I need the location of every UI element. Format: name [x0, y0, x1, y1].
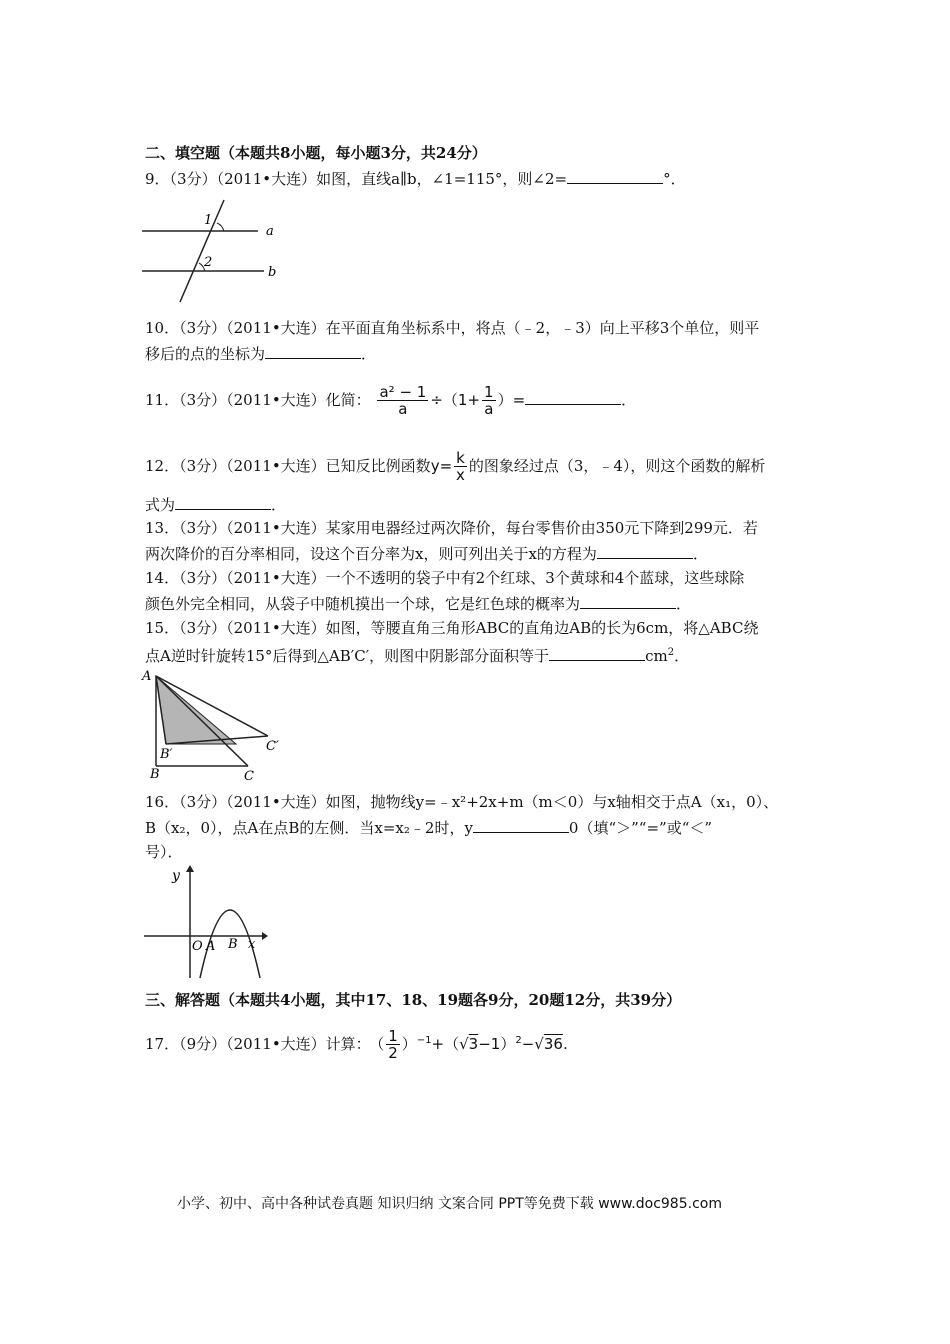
question-12-line2: [145, 494, 286, 515]
q14-tail: ．: [676, 595, 692, 613]
q11-source: （2011•大连）: [226, 391, 326, 409]
question-17: 17．（9分）（2011•大连）计算： （ $\frac{1}{2}$ ）$^{-1}+(√3-1)^2-√36$.: [145, 1027, 568, 1062]
q15-number: 15．: [145, 619, 180, 637]
q11-divide: ÷: [430, 391, 443, 409]
q12-fraction: [454, 450, 467, 483]
q11-number: 11．: [145, 391, 180, 409]
q12-score: （3分）: [179, 457, 227, 475]
section-3-title: 三、解答题（本题共4小题，其中17、18、19题各9分，20题12分，共39分）: [145, 991, 682, 1009]
q13-score: （3分）: [179, 519, 227, 537]
q16-line2: B（x₂，0），点A在点B的左侧．当x=x₂﹣2时，y: [145, 819, 473, 837]
angle-1-arc: [217, 223, 224, 231]
q17-text: 计算：: [325, 1035, 371, 1053]
vertex-C-prime-label: C′: [266, 739, 279, 754]
q11-answer-blank: [525, 389, 621, 405]
q11-frac2-numerator: 1: [484, 383, 494, 401]
question-9: [145, 168, 686, 189]
q17-sqrt36: √36: [534, 1035, 563, 1053]
q9-score: （3分）: [169, 170, 217, 188]
x-axis-label: x: [248, 937, 256, 952]
q9-number: 9．: [145, 170, 170, 188]
vertex-B-label: B: [150, 767, 160, 782]
transversal: [180, 200, 224, 302]
q15-unit-sup: 2: [667, 647, 675, 658]
point-B-label: B: [228, 937, 238, 952]
q17-exponent-1: −1: [416, 1035, 432, 1046]
question-15: [145, 618, 758, 638]
q14-number: 14．: [145, 569, 180, 587]
q11-fraction-2: [482, 384, 496, 417]
q17-source: （2011•大连）: [226, 1035, 326, 1053]
question-16: [145, 792, 778, 812]
q17-sqrt36-radicand: 36: [543, 1035, 563, 1053]
q16-line1: 如图，抛物线y=﹣x²+2x+m（m＜0）与x轴相交于点A（x₁，0）、: [325, 793, 779, 811]
q14-score: （3分）: [179, 569, 227, 587]
q10-tail: ．: [361, 345, 377, 363]
q12-text1: 已知反比例函数: [325, 457, 431, 475]
question-12: [145, 450, 765, 483]
vertex-A-label: A: [142, 669, 152, 684]
q11-frac1-denominator: a: [398, 400, 408, 418]
question-16-line2: [145, 817, 712, 838]
q9-tail: °．: [663, 170, 686, 188]
q14-source: （2011•大连）: [226, 569, 326, 587]
q9-text: 如图，直线a∥b，∠1=115°，则∠2=: [316, 170, 568, 188]
q9-answer-blank: [567, 168, 663, 184]
q17-number: 17．: [145, 1035, 180, 1053]
q16-number: 16．: [145, 793, 180, 811]
q10-score: （3分）: [179, 319, 227, 337]
q11-fraction-1: [377, 384, 428, 417]
question-10: [145, 318, 759, 338]
question-14-line2: [145, 593, 691, 614]
q11-score: （3分）: [179, 391, 227, 409]
q12-answer-blank: [175, 494, 271, 510]
y-axis-arrow: [186, 865, 194, 872]
shaded-region: [156, 676, 236, 744]
q12-text2: 的图象经过点（3，﹣4），则这个函数的解析: [468, 457, 766, 475]
q15-line2: 点A逆时针旋转15°后得到△AB′C′，则图中阴影部分面积等于: [145, 647, 550, 665]
angle-1-label: 1: [204, 213, 213, 228]
q17-minus: −: [521, 1035, 535, 1053]
q13-line2: 两次降价的百分率相同，设这个百分率为x，则可列出关于x的方程为: [145, 545, 597, 563]
q13-source: （2011•大连）: [226, 519, 326, 537]
question-14: [145, 568, 744, 588]
q13-answer-blank: [597, 543, 693, 559]
q17-frac-numerator: 1: [388, 1027, 398, 1045]
q17-fraction: [386, 1028, 400, 1061]
q15-answer-blank: [549, 645, 645, 661]
q17-sqrt3: √3: [459, 1035, 479, 1053]
q12-number: 12．: [145, 457, 180, 475]
y-axis-label: y: [172, 868, 180, 884]
question-13-line2: [145, 543, 708, 564]
q12-func-y: y=: [430, 457, 453, 475]
question-16-line3: 号）．: [145, 843, 183, 861]
q11-frac2-denominator: a: [484, 400, 494, 418]
q13-tail: ．: [692, 545, 708, 563]
vertex-C-label: C: [244, 769, 254, 784]
vertex-B-prime-label: B′: [160, 747, 173, 762]
q15-unit: cm: [645, 647, 668, 665]
q9-source: （2011•大连）: [216, 170, 317, 188]
q13-line1: 某家用电器经过两次降价，每台零售价由350元下降到299元．若: [325, 519, 758, 537]
q11-text: 化简：: [325, 391, 371, 409]
q14-line1: 一个不透明的袋子中有2个红球、3个黄球和4个蓝球，这些球除: [325, 569, 745, 587]
question-10-line2: [145, 343, 376, 364]
q14-answer-blank: [580, 593, 676, 609]
x-axis-arrow: [262, 932, 268, 940]
page-footer: 小学、初中、高中各种试卷真题 知识归纳 文案合同 PPT等免费下载 www.doc985.com: [177, 1196, 722, 1212]
q17-plus: +（: [431, 1035, 460, 1053]
q10-line1: 在平面直角坐标系中，将点（﹣2，﹣3）向上平移3个单位，则平: [325, 319, 760, 337]
q12-frac-numerator: k: [456, 449, 465, 467]
q12-tail: ．: [271, 496, 287, 514]
line-b-label: b: [268, 265, 277, 280]
q16-source: （2011•大连）: [226, 793, 326, 811]
q17-exponent-2: 2: [515, 1035, 522, 1046]
q9-parallel-lines-figure: [140, 198, 290, 304]
q10-answer-blank: [265, 343, 361, 359]
q15-source: （2011•大连）: [226, 619, 326, 637]
q11-paren-open: （1+: [442, 391, 481, 409]
q17-frac-denominator: 2: [388, 1044, 398, 1062]
q15-tail: ．: [674, 647, 690, 665]
question-13: [145, 518, 758, 538]
q11-frac1-numerator: a² − 1: [379, 383, 427, 401]
q15-score: （3分）: [179, 619, 227, 637]
q17-sqrt3-radicand: 3: [468, 1035, 479, 1053]
angle-2-label: 2: [204, 255, 213, 270]
q17-score: （9分）: [179, 1035, 227, 1053]
q11-tail: ．: [621, 391, 637, 409]
q10-number: 10．: [145, 319, 180, 337]
q10-source: （2011•大连）: [226, 319, 326, 337]
q11-paren-close: ）: [497, 391, 513, 409]
line-a-label: a: [266, 224, 274, 239]
point-A-label: A: [206, 939, 216, 954]
section-2-title: 二、填空题（本题共8小题，每小题3分，共24分）: [145, 144, 487, 162]
q16-score: （3分）: [179, 793, 227, 811]
q15-triangle-figure: [140, 668, 300, 784]
q13-number: 13．: [145, 519, 180, 537]
q10-line2: 移后的点的坐标为: [145, 345, 266, 363]
origin-label: O: [192, 939, 203, 954]
q12-frac-denominator: x: [456, 466, 465, 484]
q17-tail: .: [562, 1035, 568, 1053]
q16-answer-blank: [473, 817, 569, 833]
q12-source: （2011•大连）: [226, 457, 326, 475]
q16-line2-tail: 0（填“＞”“=”或“＜”: [568, 819, 713, 837]
q11-equals: =: [512, 391, 526, 409]
question-15-line2: [145, 643, 689, 666]
q17-minus-one: −1）: [478, 1035, 516, 1053]
question-11: [145, 384, 636, 417]
q15-line1: 如图，等腰直角三角形ABC的直角边AB的长为6cm，将△ABC绕: [325, 619, 759, 637]
q14-line2: 颜色外完全相同，从袋子中随机摸出一个球，它是红色球的概率为: [145, 595, 581, 613]
q12-line2: 式为: [145, 496, 176, 514]
q16-parabola-figure: [140, 862, 270, 982]
